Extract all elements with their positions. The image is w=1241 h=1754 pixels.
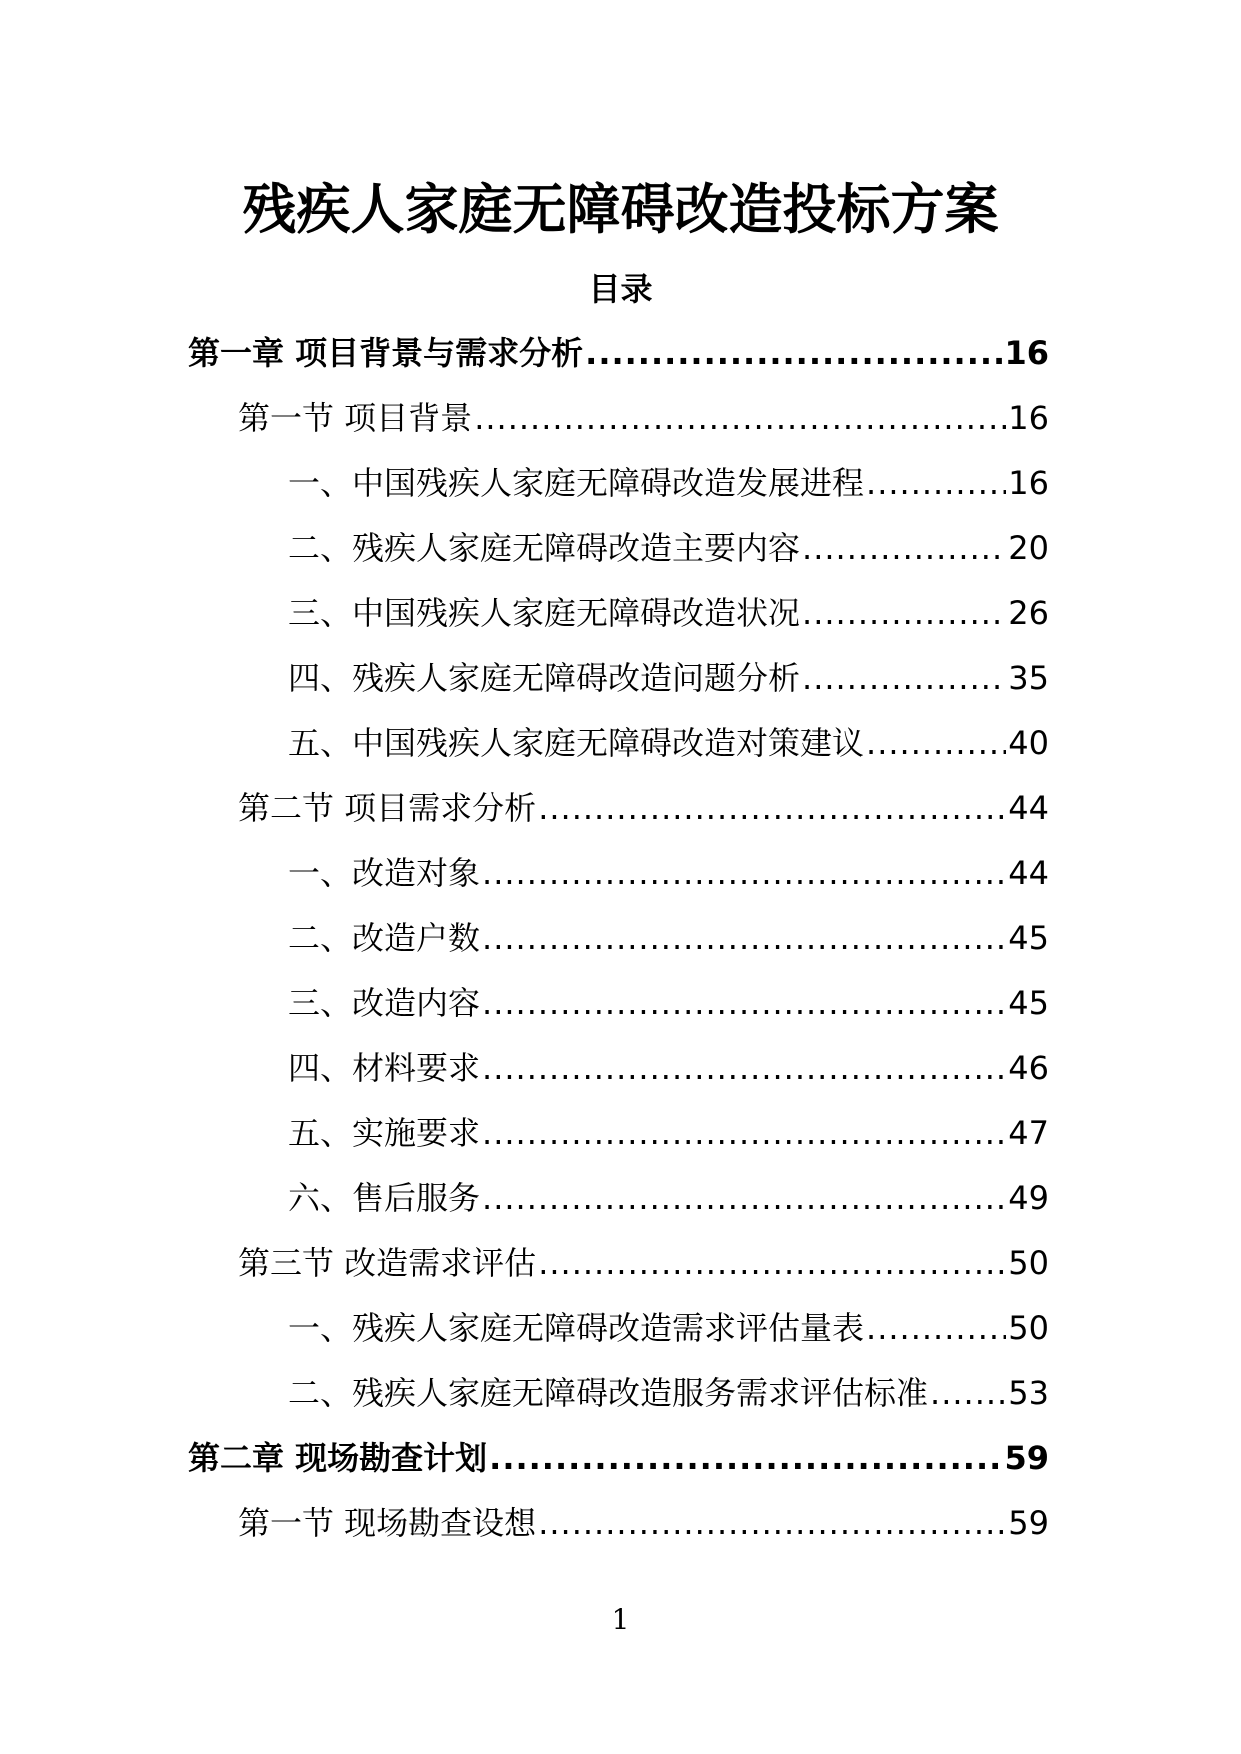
toc-entry-subsection[interactable] [288, 1110, 1049, 1156]
toc-entry-title: 一、残疾人家庭无障碍改造需求评估量表 [288, 1309, 865, 1347]
toc-entry-page: 20 [1008, 529, 1049, 567]
toc-entry-page: 53 [1008, 1374, 1049, 1412]
toc-entry-title: 第一节 项目背景 [238, 399, 473, 437]
toc-entry-section[interactable] [238, 1240, 1049, 1286]
toc-entry-subsection[interactable] [288, 1305, 1049, 1351]
toc-entry-subsection[interactable] [288, 720, 1049, 766]
toc-entry-chapter[interactable] [188, 1435, 1049, 1481]
toc-dot-leader [538, 785, 1006, 831]
toc-entry-subsection[interactable] [288, 1045, 1049, 1091]
toc-entry-title: 第一章 项目背景与需求分析 [188, 334, 584, 372]
toc-entry-page: 35 [1008, 659, 1049, 697]
toc-dot-leader [482, 915, 1006, 961]
toc-entry-page: 59 [1004, 1439, 1049, 1477]
toc-entry-title: 一、改造对象 [288, 854, 481, 892]
toc-entry-title: 第三节 改造需求评估 [238, 1244, 537, 1282]
toc-dot-leader [482, 1045, 1006, 1091]
toc-entry-subsection[interactable] [288, 850, 1049, 896]
toc-entry-section[interactable] [238, 785, 1049, 831]
toc-dot-leader [482, 850, 1006, 896]
toc-dot-leader [482, 980, 1006, 1026]
toc-entry-title: 第一节 现场勘查设想 [238, 1504, 537, 1542]
toc-dot-leader [866, 1305, 1006, 1351]
toc-dot-leader [866, 720, 1006, 766]
toc-dot-leader [482, 1175, 1006, 1221]
toc-entry-title: 六、售后服务 [288, 1179, 481, 1217]
toc-entry-subsection[interactable] [288, 590, 1049, 636]
toc-entry-subsection[interactable] [288, 655, 1049, 701]
toc-entry-subsection[interactable] [288, 460, 1049, 506]
toc-entry-page: 16 [1008, 464, 1049, 502]
toc-entry-subsection[interactable] [288, 1370, 1049, 1416]
toc-entry-subsection[interactable] [288, 915, 1049, 961]
toc-dot-leader [474, 395, 1006, 441]
toc-entry-subsection[interactable] [288, 980, 1049, 1026]
toc-entry-title: 四、残疾人家庭无障碍改造问题分析 [288, 659, 801, 697]
toc-dot-leader [866, 460, 1006, 506]
toc-entry-page: 50 [1008, 1244, 1049, 1282]
toc-entry-page: 46 [1008, 1049, 1049, 1087]
toc-entry-title: 二、残疾人家庭无障碍改造服务需求评估标准 [288, 1374, 929, 1412]
toc-dot-leader [482, 1110, 1006, 1156]
toc-heading: 目录 [588, 270, 653, 308]
toc-entry-subsection[interactable] [288, 1175, 1049, 1221]
toc-entry-title: 三、中国残疾人家庭无障碍改造状况 [288, 594, 801, 632]
toc-entry-title: 第二节 项目需求分析 [238, 789, 537, 827]
toc-entry-page: 16 [1008, 399, 1049, 437]
toc-entry-title: 四、材料要求 [288, 1049, 481, 1087]
toc-entry-page: 44 [1008, 854, 1049, 892]
toc-entry-page: 49 [1008, 1179, 1049, 1217]
toc-entry-page: 44 [1008, 789, 1049, 827]
toc-entry-title: 三、改造内容 [288, 984, 481, 1022]
toc-entry-page: 26 [1008, 594, 1049, 632]
toc-entry-title: 二、改造户数 [288, 919, 481, 957]
toc-entry-title: 五、中国残疾人家庭无障碍改造对策建议 [288, 724, 865, 762]
toc-entry-page: 50 [1008, 1309, 1049, 1347]
toc-entry-page: 59 [1008, 1504, 1049, 1542]
page-number: 1 [611, 1603, 630, 1636]
toc-entry-page: 47 [1008, 1114, 1049, 1152]
toc-dot-leader [930, 1370, 1006, 1416]
toc-entry-title: 五、实施要求 [288, 1114, 481, 1152]
toc-dot-leader [585, 330, 1002, 376]
toc-entry-title: 一、中国残疾人家庭无障碍改造发展进程 [288, 464, 865, 502]
toc-entry-section[interactable] [238, 1500, 1049, 1546]
toc-entry-page: 45 [1008, 919, 1049, 957]
toc-dot-leader [802, 590, 1006, 636]
toc-dot-leader [538, 1500, 1006, 1546]
toc-entry-page: 45 [1008, 984, 1049, 1022]
toc-entry-subsection[interactable] [288, 525, 1049, 571]
toc-dot-leader [802, 655, 1006, 701]
toc-entry-title: 二、残疾人家庭无障碍改造主要内容 [288, 529, 801, 567]
document-title: 残疾人家庭无障碍改造投标方案 [242, 178, 999, 241]
toc-entry-page: 40 [1008, 724, 1049, 762]
toc-dot-leader [489, 1435, 1002, 1481]
toc-dot-leader [802, 525, 1006, 571]
toc-dot-leader [538, 1240, 1006, 1286]
toc-entry-section[interactable] [238, 395, 1049, 441]
toc-entry-chapter[interactable] [188, 330, 1049, 376]
toc-entry-page: 16 [1004, 334, 1049, 372]
toc-entry-title: 第二章 现场勘查计划 [188, 1439, 488, 1477]
